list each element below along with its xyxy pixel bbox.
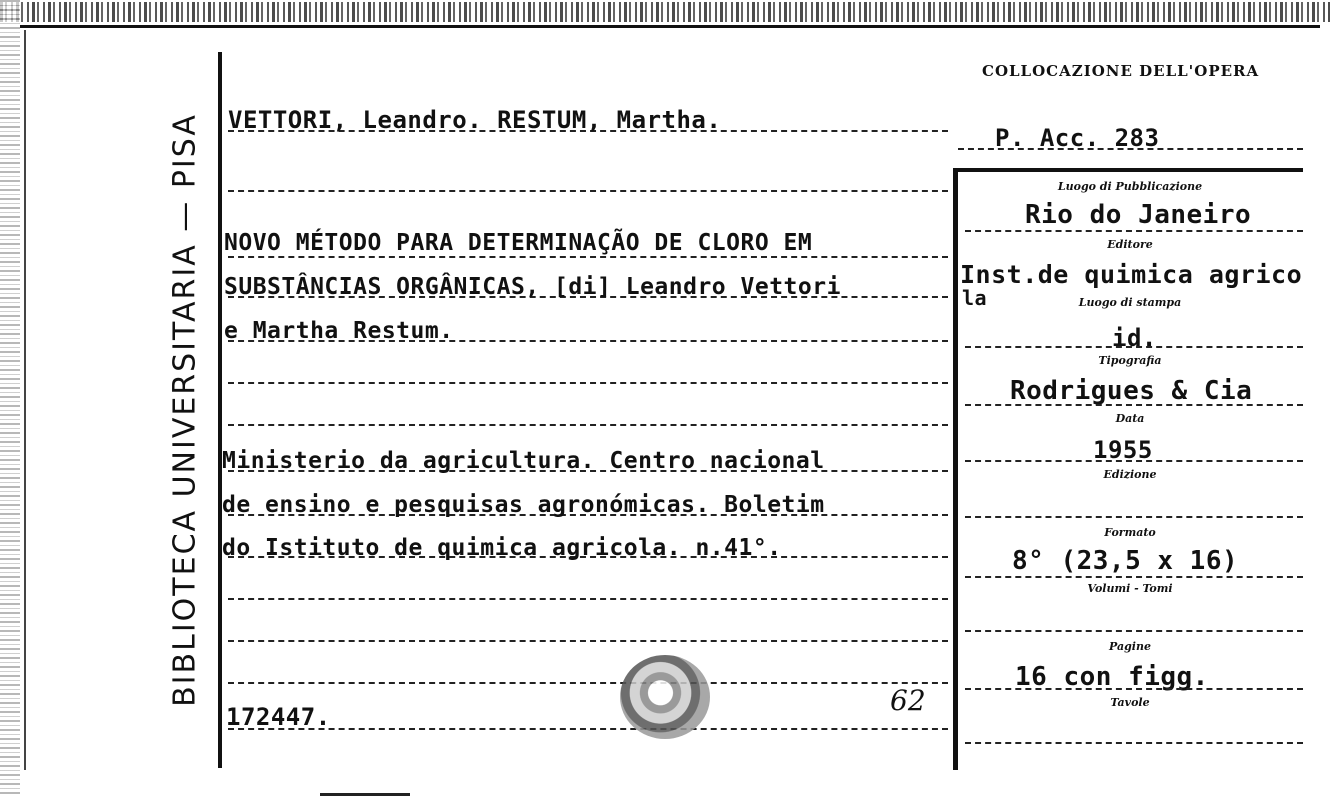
- details-rule: [965, 688, 1303, 690]
- details-rule: [965, 516, 1303, 518]
- series-line-3: do Istituto de quimica agricola. n.41°.: [222, 535, 782, 561]
- volumes-label: Volumi - Tomi: [1087, 582, 1173, 595]
- publisher-label: Editore: [1107, 238, 1153, 251]
- format-label: Formato: [1104, 526, 1156, 539]
- details-rule: [965, 630, 1303, 632]
- handwritten-note: 62: [890, 684, 926, 717]
- details-rule: [965, 230, 1303, 232]
- date-value: 1955: [1093, 436, 1153, 464]
- ruled-line: [228, 598, 948, 600]
- library-vertical-label: BIBLIOTECA UNIVERSITARIA — PISA: [167, 113, 203, 707]
- print-place-value: id.: [1112, 324, 1157, 352]
- edition-label: Edizione: [1103, 468, 1157, 481]
- details-box-top: [953, 168, 1303, 172]
- printer-value: Rodrigues & Cia: [1010, 376, 1253, 406]
- library-stamp: [620, 655, 710, 739]
- print-place-label: Luogo di stampa: [1078, 296, 1182, 309]
- left-margin-rule: [218, 52, 222, 768]
- collocation-header: COLLOCAZIONE DELL'OPERA: [982, 62, 1260, 80]
- series-line-2: de ensino e pesquisas agronómicas. Boletim: [222, 492, 825, 518]
- ruled-line: [228, 190, 948, 192]
- publisher-value-line-2: la: [962, 286, 988, 310]
- place-label: Luogo di Pubblicazione: [1057, 180, 1203, 193]
- ruled-line: [228, 728, 948, 730]
- pages-label: Pagine: [1109, 640, 1151, 653]
- ruled-line: [228, 256, 948, 258]
- plates-label: Tavole: [1110, 696, 1150, 709]
- title-line-2: SUBSTÂNCIAS ORGÂNICAS, [di] Leandro Vettori: [224, 274, 841, 300]
- ruled-line: [228, 424, 948, 426]
- top-edge-noise: [0, 2, 1330, 22]
- title-line-1: NOVO MÉTODO PARA DETERMINAÇÃO DE CLORO EM: [224, 230, 813, 256]
- printer-label: Tipografia: [1098, 354, 1162, 367]
- details-rule: [965, 576, 1303, 578]
- details-rule: [965, 346, 1303, 348]
- call-number-rule: [958, 148, 1303, 150]
- details-rule: [965, 742, 1303, 744]
- place-value: Rio do Janeiro: [1025, 200, 1252, 230]
- title-line-3: e Martha Restum.: [224, 318, 454, 344]
- details-rule: [965, 460, 1303, 462]
- publisher-value-line-1: Inst.de quimica agrico: [960, 260, 1303, 289]
- inventory-number: 172447.: [226, 703, 331, 731]
- series-line-1: Ministerio da agricultura. Centro nacional: [222, 448, 825, 474]
- format-value: 8° (23,5 x 16): [1012, 546, 1239, 576]
- pages-value: 16 con figg.: [1015, 662, 1209, 692]
- ruled-line: [228, 640, 948, 642]
- ruled-line: [228, 382, 948, 384]
- details-box-left-rule: [953, 168, 958, 770]
- details-rule: [965, 404, 1303, 406]
- ruled-line: [228, 682, 948, 684]
- date-label: Data: [1115, 412, 1145, 425]
- authors-line: VETTORI, Leandro. RESTUM, Martha.: [228, 106, 722, 134]
- top-border-line: [20, 25, 1320, 28]
- left-border-line: [24, 30, 26, 770]
- left-edge-noise: [0, 0, 20, 796]
- call-number: P. Acc. 283: [995, 124, 1160, 152]
